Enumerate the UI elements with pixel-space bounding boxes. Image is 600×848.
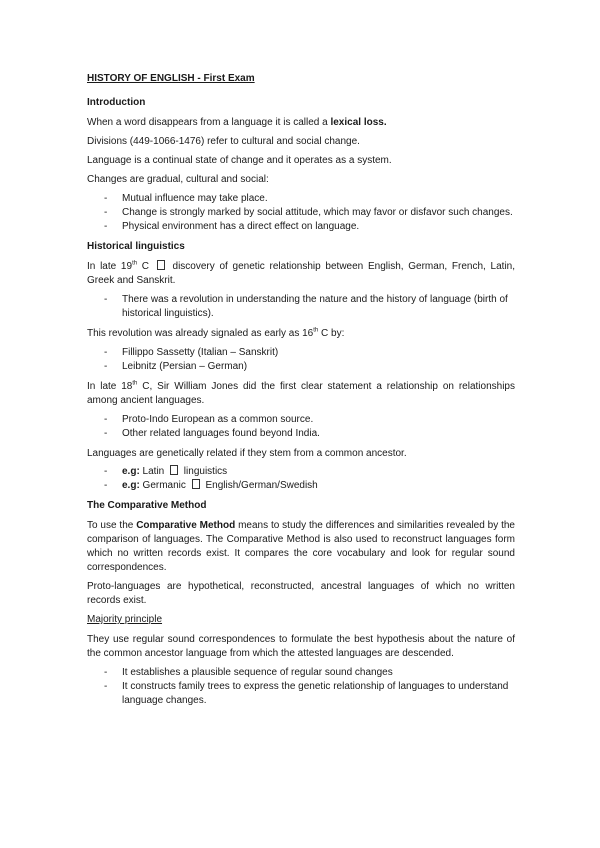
hist-p1-rest: discovery of genetic relationship between English, German, French, Latin, Greek and Sanskrit. (87, 261, 516, 286)
historical-paragraph-1 (87, 260, 515, 288)
comp-p1-pre: To use the (87, 520, 137, 531)
arrow-glyph-icon (192, 479, 200, 489)
hist-p3-post: C, Sir William Jones did the first clear statement a relationship on relationships among ancient languages. (87, 381, 515, 406)
intro-paragraph-4: Changes are gradual, cultural and social: (87, 174, 269, 185)
historical-bullet-list-2 (87, 346, 515, 374)
arrow-glyph-icon (170, 465, 178, 475)
list-item: - Change is strongly marked by social attitude, which may favor or disfavor such changes. (122, 206, 515, 220)
comp-p1-post: means to study the differences and similarities revealed by the comparison of languages. The Comparative Method is also used to reconstruct languages form which no written records exist. It compares the core vocabulary and look for regular sound correspondences. (87, 520, 515, 573)
historical-linguistics-heading: Historical linguistics (87, 241, 185, 252)
comparative-method-heading: The Comparative Method (87, 500, 207, 511)
lexical-loss-term: lexical loss. (330, 117, 387, 128)
hist-p1-pre: In late 19 (87, 261, 133, 272)
document-page (87, 72, 515, 714)
historical-paragraph-2 (87, 327, 515, 341)
list-item: - Other related languages found beyond India. (122, 427, 515, 441)
majority-principle-heading: Majority principle (87, 614, 163, 625)
eg-label: e.g: (122, 480, 140, 491)
intro-bullet-list (87, 192, 515, 234)
eg1-source: Latin (139, 466, 168, 477)
list-item: - Leibnitz (Persian – German) (122, 360, 515, 374)
historical-bullet-list-1 (87, 293, 515, 321)
introduction-heading: Introduction (87, 97, 146, 108)
comparative-paragraph-1 (87, 519, 515, 575)
list-item (122, 479, 515, 493)
list-item: - Physical environment has a direct effect on language. (122, 220, 515, 234)
hist-p2-post: C by: (318, 328, 345, 339)
arrow-glyph-icon (157, 260, 165, 270)
historical-paragraph-4: Languages are genetically related if they stem from a common ancestor. (87, 448, 407, 459)
intro-p1-text: When a word disappears from a language it is called a (87, 117, 331, 128)
list-item: - Fillippo Sassetty (Italian – Sanskrit) (122, 346, 515, 360)
eg-label: e.g: (122, 466, 140, 477)
list-item: - It establishes a plausible sequence of regular sound changes (122, 666, 515, 680)
comparative-paragraph-2: Proto-languages are hypothetical, reconstructed, ancestral languages of which no written records exist. (87, 581, 515, 606)
list-item: - It constructs family trees to express the genetic relationship of languages to understand language changes. (122, 680, 515, 708)
eg1-target: linguistics (181, 466, 228, 477)
examples-list (87, 465, 515, 493)
list-item: - Proto-Indo European as a common source. (122, 413, 515, 427)
eg2-source: Germanic (139, 480, 189, 491)
list-item: - Mutual influence may take place. (122, 192, 515, 206)
eg2-target: English/German/Swedish (202, 480, 318, 491)
intro-paragraph-1 (87, 116, 515, 130)
hist-p2-pre: This revolution was already signaled as early as 16 (87, 328, 314, 339)
list-item: - There was a revolution in understanding the nature and the history of language (birth of historical linguistics). (122, 293, 515, 321)
list-item (122, 465, 515, 479)
majority-paragraph-1: They use regular sound correspondences to formulate the best hypothesis about the nature of the common ancestor language from which the attested languages are descended. (87, 634, 515, 659)
intro-paragraph-2: Divisions (449-1066-1476) refer to cultural and social change. (87, 136, 360, 147)
document-title: HISTORY OF ENGLISH - First Exam (87, 73, 255, 84)
hist-p1-sup: th (132, 260, 138, 267)
hist-p3-sup: th (132, 380, 138, 387)
intro-paragraph-3: Language is a continual state of change and it operates as a system. (87, 155, 392, 166)
hist-p1-c: C (137, 261, 154, 272)
hist-p3-pre: In late 18 (87, 381, 133, 392)
hist-p2-sup: th (313, 327, 319, 334)
comparative-method-term: Comparative Method (136, 520, 236, 531)
majority-bullet-list (87, 666, 515, 708)
historical-bullet-list-3 (87, 413, 515, 441)
historical-paragraph-3 (87, 380, 515, 408)
